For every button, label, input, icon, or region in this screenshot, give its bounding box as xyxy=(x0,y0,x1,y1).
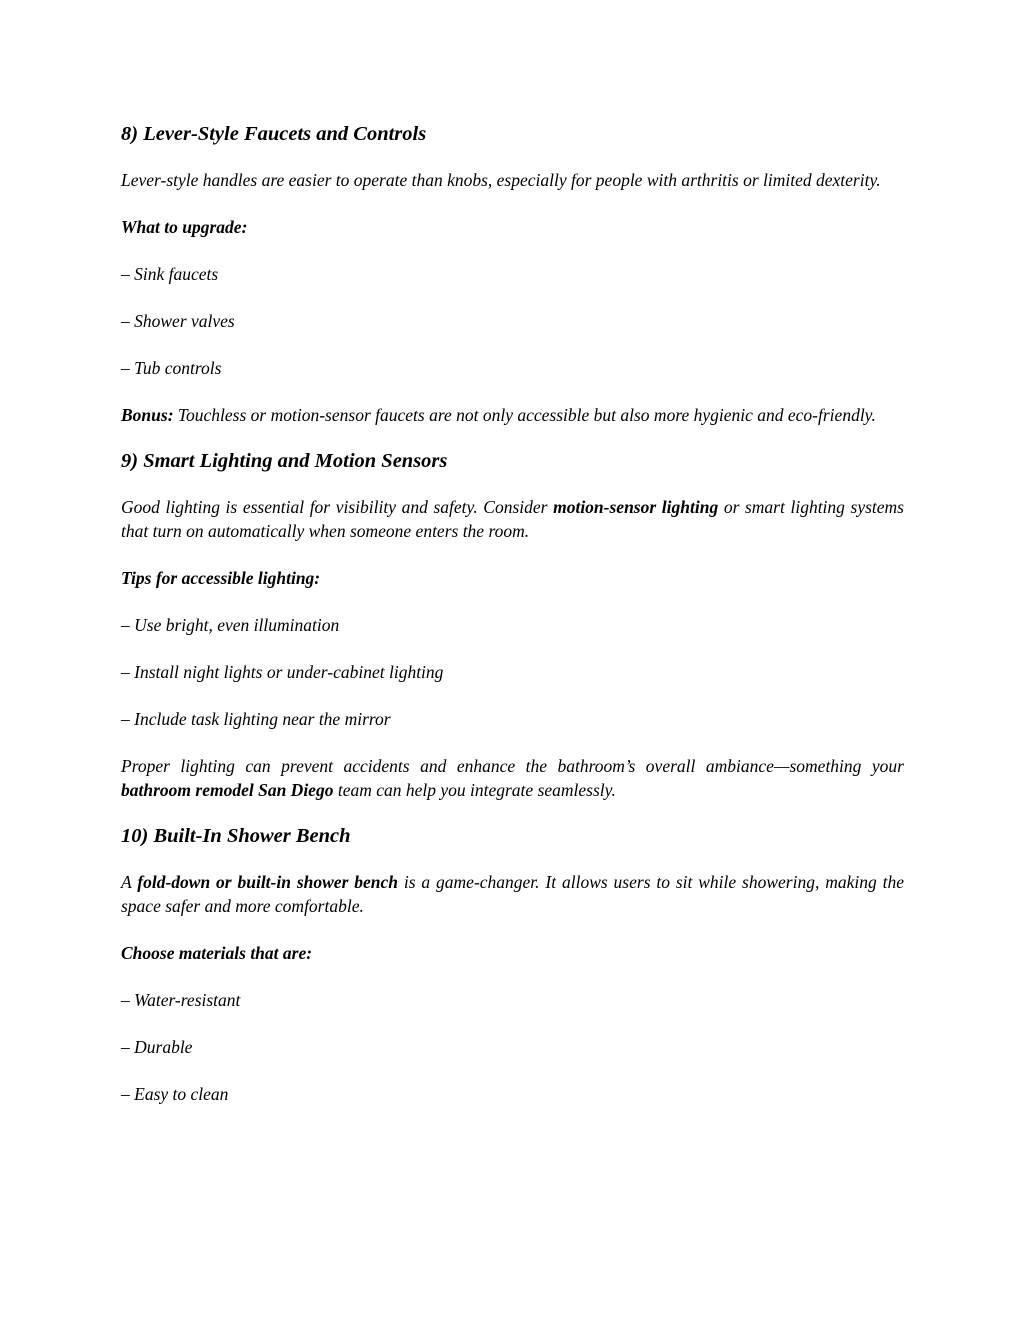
list-item: – Shower valves xyxy=(121,311,235,331)
bonus-label: Bonus: xyxy=(121,405,174,425)
list-item: – Include task lighting near the mirror xyxy=(121,709,391,729)
section-10-heading: 10) Built-In Shower Bench xyxy=(121,825,351,847)
section-10-list-label: Choose materials that are: xyxy=(121,943,313,963)
closing-text-before: Proper lighting can prevent accidents and enhance the bathroom’s overall ambiance—something your xyxy=(121,756,904,776)
intro-text-after: is a game-changer. It allows users to sit while showering, making the space safer and more comfortable. xyxy=(121,872,904,916)
section-8-bonus xyxy=(121,403,904,427)
section-9-closing xyxy=(121,754,904,802)
intro-text-bold: motion-sensor lighting xyxy=(553,497,719,517)
intro-text-before: Good lighting is essential for visibility and safety. Consider xyxy=(121,497,554,517)
list-item: – Use bright, even illumination xyxy=(121,615,340,635)
closing-text-after: team can help you integrate seamlessly. xyxy=(333,780,616,800)
list-item: – Tub controls xyxy=(121,358,222,378)
list-item: – Durable xyxy=(121,1037,193,1057)
intro-text-bold: fold-down or built-in shower bench xyxy=(137,872,398,892)
list-item: – Easy to clean xyxy=(121,1084,229,1104)
section-9-list-label: Tips for accessible lighting: xyxy=(121,568,321,588)
section-8-intro: Lever-style handles are easier to operate than knobs, especially for people with arthritis or limited dexterity. xyxy=(121,170,881,190)
closing-text-bold: bathroom remodel San Diego xyxy=(121,780,334,800)
section-8-list-label: What to upgrade: xyxy=(121,217,248,237)
section-9-intro xyxy=(121,495,904,543)
document-page xyxy=(121,119,904,1106)
section-8-heading: 8) Lever-Style Faucets and Controls xyxy=(121,123,427,145)
list-item: – Sink faucets xyxy=(121,264,219,284)
list-item: – Install night lights or under-cabinet lighting xyxy=(121,662,444,682)
list-item: – Water-resistant xyxy=(121,990,241,1010)
section-9-heading: 9) Smart Lighting and Motion Sensors xyxy=(121,450,448,472)
section-10-intro xyxy=(121,870,904,918)
bonus-text: Touchless or motion-sensor faucets are not only accessible but also more hygienic and eco-friendly. xyxy=(173,405,876,425)
intro-text-before: A xyxy=(121,872,138,892)
intro-text-after: or smart lighting systems that turn on automatically when someone enters the room. xyxy=(121,497,904,541)
